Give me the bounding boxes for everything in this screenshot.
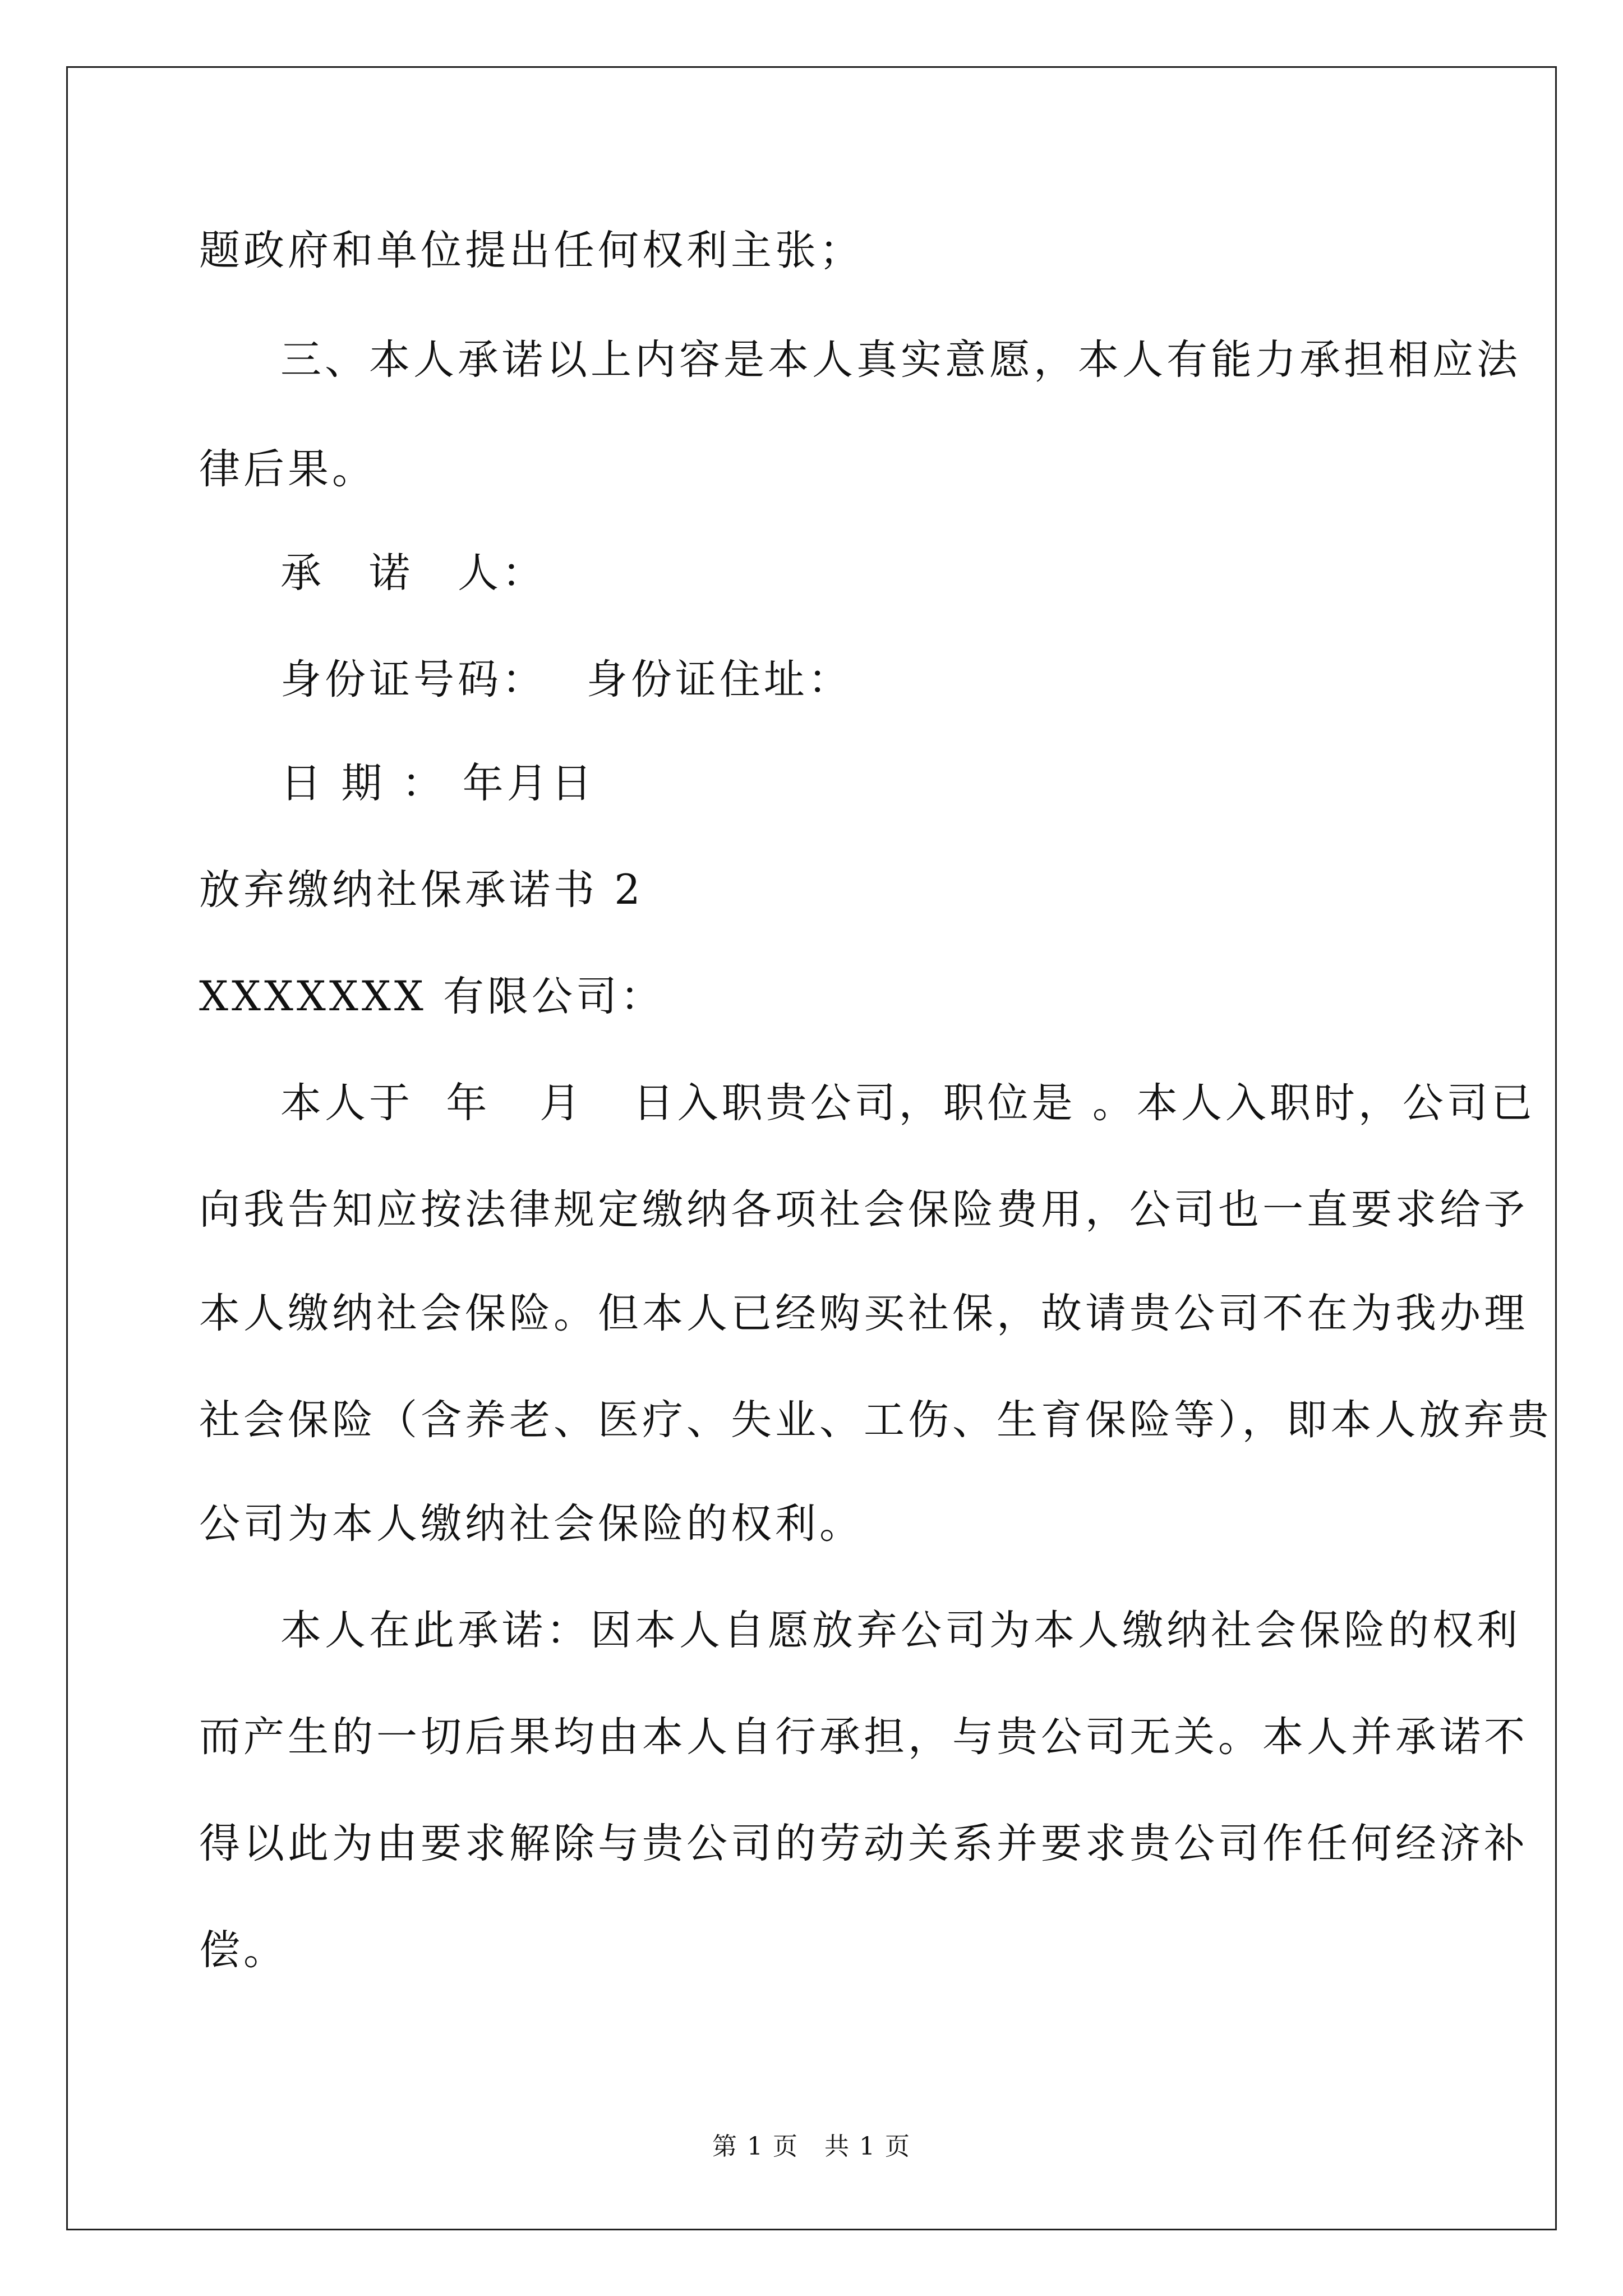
- text-line: 本人于 年 月 日入职贵公司，职位是 。本人入职时，公司已: [280, 1079, 1536, 1127]
- text-line: 向我告知应按法律规定缴纳各项社会保险费用，公司也一直要求给予: [199, 1186, 1528, 1234]
- page-footer: 第 1 页 共 1 页: [712, 2132, 911, 2161]
- text-line: 偿。: [199, 1926, 288, 1974]
- page-border: [66, 66, 1557, 2230]
- addressee: XXXXXXX 有限公司：: [199, 973, 665, 1020]
- text-line: 得以此为由要求解除与贵公司的劳动关系并要求贵公司作任何经济补: [199, 1820, 1528, 1867]
- date-label: 日 期 ： 年月日: [280, 760, 596, 807]
- text-line: 公司为本人缴纳社会保险的权利。: [199, 1500, 864, 1548]
- text-line: 而产生的一切后果均由本人自行承担，与贵公司无关。本人并承诺不: [199, 1713, 1528, 1761]
- text-line: 社会保险（含养老、医疗、失业、工伤、生育保险等），即本人放弃贵: [199, 1396, 1552, 1444]
- text-line: 律后果。: [199, 445, 376, 493]
- id-info-label: 身份证号码： 身份证住址：: [280, 656, 852, 703]
- text-line: 本人在此承诺：因本人自愿放弃公司为本人缴纳社会保险的权利: [280, 1607, 1521, 1654]
- text-line: 题政府和单位提出任何权利主张；: [199, 227, 864, 274]
- document-title: 放弃缴纳社保承诺书 2: [199, 866, 644, 914]
- text-line: 三、本人承诺以上内容是本人真实意愿，本人有能力承担相应法: [280, 336, 1521, 384]
- text-line: 本人缴纳社会保险。但本人已经购买社保，故请贵公司不在为我办理: [199, 1290, 1528, 1337]
- signatory-label: 承 诺 人：: [280, 549, 546, 597]
